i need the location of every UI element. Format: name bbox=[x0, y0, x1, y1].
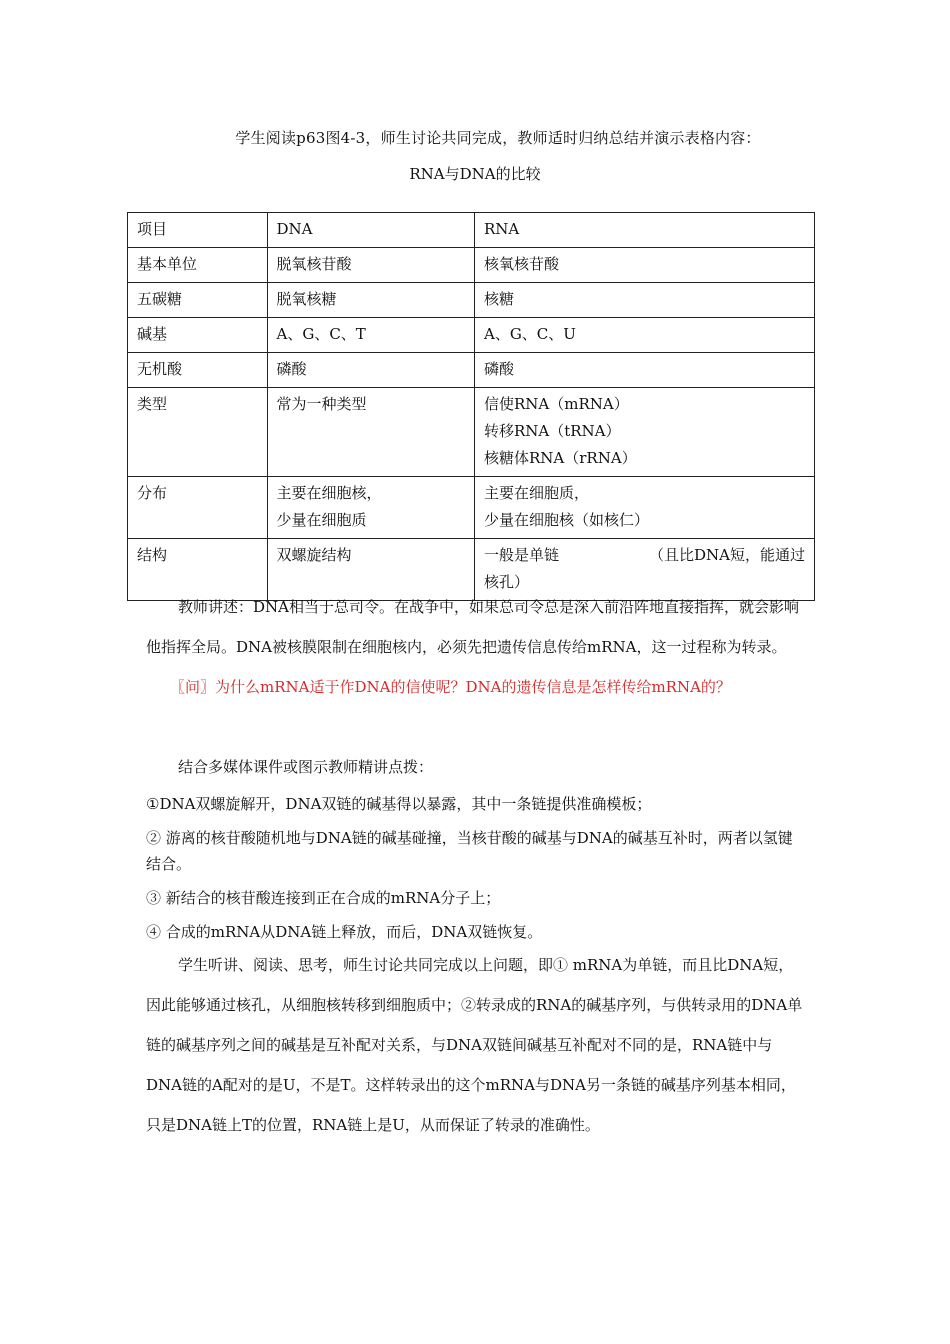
list-item: ② 游离的核苷酸随机地与DNA链的碱基碰撞，当核苷酸的碱基与DNA的碱基互补时，两者以氢键结合。 bbox=[146, 829, 793, 873]
teacher-talk-text: 教师讲述：DNA相当于总司令。在战争中，如果总司令总是深入前沿阵地直接指挥，就会影响他指挥全局。DNA被核膜限制在细胞核内，必须先把遗传信息传给mRNA，这一过程称为转录。 bbox=[146, 598, 799, 656]
dna-cell: 双螺旋结构 bbox=[267, 539, 474, 601]
list-item: ③ 新结合的核苷酸连接到正在合成的mRNA分子上； bbox=[146, 889, 501, 907]
row-label: 碱基 bbox=[128, 318, 268, 353]
dna-cell: 常为一种类型 bbox=[267, 388, 474, 477]
row-label: 五碳糖 bbox=[128, 283, 268, 318]
table-row bbox=[128, 353, 815, 388]
rna-cell: 核糖 bbox=[474, 283, 814, 318]
header-cell-item: 项目 bbox=[128, 213, 268, 248]
header-cell-rna: RNA bbox=[474, 213, 814, 248]
dna-cell: A、G、C、T bbox=[267, 318, 474, 353]
dna-distribution-line: 主要在细胞核， bbox=[276, 484, 382, 502]
table-row bbox=[128, 477, 815, 539]
multimedia-intro: 结合多媒体课件或图示教师精讲点拨： bbox=[178, 758, 434, 776]
dna-cell bbox=[267, 477, 474, 539]
rna-type-line: 转移RNA（tRNA） bbox=[483, 422, 621, 440]
rna-cell: 核氧核苷酸 bbox=[474, 248, 814, 283]
rna-structure-line: 核孔） bbox=[483, 573, 529, 591]
rna-distribution-line: 主要在细胞质， bbox=[483, 484, 589, 502]
conclusion-paragraph: 学生听讲、阅读、思考，师生讨论共同完成以上问题，即① mRNA为单链，而且比DNA短，因此能够通过核孔，从细胞核转移到细胞质中；②转录成的RNA的碱基序列，与供转录用的DNA单链的碱基序列之间的碱基是互补配对关系，与DNA双链间碱基互补配对不同的是，RNA链中与DNA链的A配对的是U，不是T。这样转录出的这个mRNA与DNA另一条链的碱基序列基本相同，只是DNA链上T的位置，RNA链上是U，从而保证了转录的准确性。 bbox=[146, 956, 803, 1134]
table-row bbox=[128, 283, 815, 318]
rna-cell bbox=[474, 477, 814, 539]
row-label: 分布 bbox=[128, 477, 268, 539]
dna-cell: 磷酸 bbox=[267, 353, 474, 388]
dna-distribution-line: 少量在细胞质 bbox=[276, 511, 367, 529]
intro-text: 学生阅读p63图4-3，师生讨论共同完成，教师适时归纳总结并演示表格内容： bbox=[235, 129, 761, 147]
dna-cell: 脱氧核苷酸 bbox=[267, 248, 474, 283]
table-row bbox=[128, 318, 815, 353]
rna-structure-note: （且比DNA短，能通过 bbox=[649, 546, 805, 564]
question-text: 〖问〗为什么mRNA适于作DNA的信使呢？DNA的遗传信息是怎样传给mRNA的？ bbox=[170, 678, 731, 696]
intro-paragraph bbox=[0, 127, 950, 148]
row-label: 结构 bbox=[128, 539, 268, 601]
table-caption: RNA与DNA的比较 bbox=[409, 165, 541, 183]
rna-structure-line bbox=[484, 542, 805, 569]
row-label: 无机酸 bbox=[128, 353, 268, 388]
comparison-table bbox=[127, 212, 815, 601]
table-row bbox=[128, 248, 815, 283]
list-item: ④ 合成的mRNA从DNA链上释放，而后，DNA双链恢复。 bbox=[146, 923, 543, 941]
table-header-row bbox=[128, 213, 815, 248]
table-row bbox=[128, 388, 815, 477]
row-label: 类型 bbox=[128, 388, 268, 477]
header-cell-dna: DNA bbox=[267, 213, 474, 248]
steps-list bbox=[146, 791, 806, 953]
dna-cell: 脱氧核糖 bbox=[267, 283, 474, 318]
rna-distribution-line: 少量在细胞核（如核仁） bbox=[483, 511, 649, 529]
row-label: 基本单位 bbox=[128, 248, 268, 283]
rna-type-line: 核糖体RNA（rRNA） bbox=[483, 449, 637, 467]
rna-type-line: 信使RNA（mRNA） bbox=[483, 395, 629, 413]
rna-cell: 磷酸 bbox=[474, 353, 814, 388]
rna-cell: A、G、C、U bbox=[474, 318, 814, 353]
teacher-talk-paragraph bbox=[146, 587, 806, 707]
rna-cell bbox=[474, 388, 814, 477]
list-item: ①DNA双螺旋解开，DNA双链的碱基得以暴露，其中一条链提供准确模板； bbox=[146, 795, 652, 813]
rna-structure-main: 一般是单链 bbox=[483, 546, 559, 564]
